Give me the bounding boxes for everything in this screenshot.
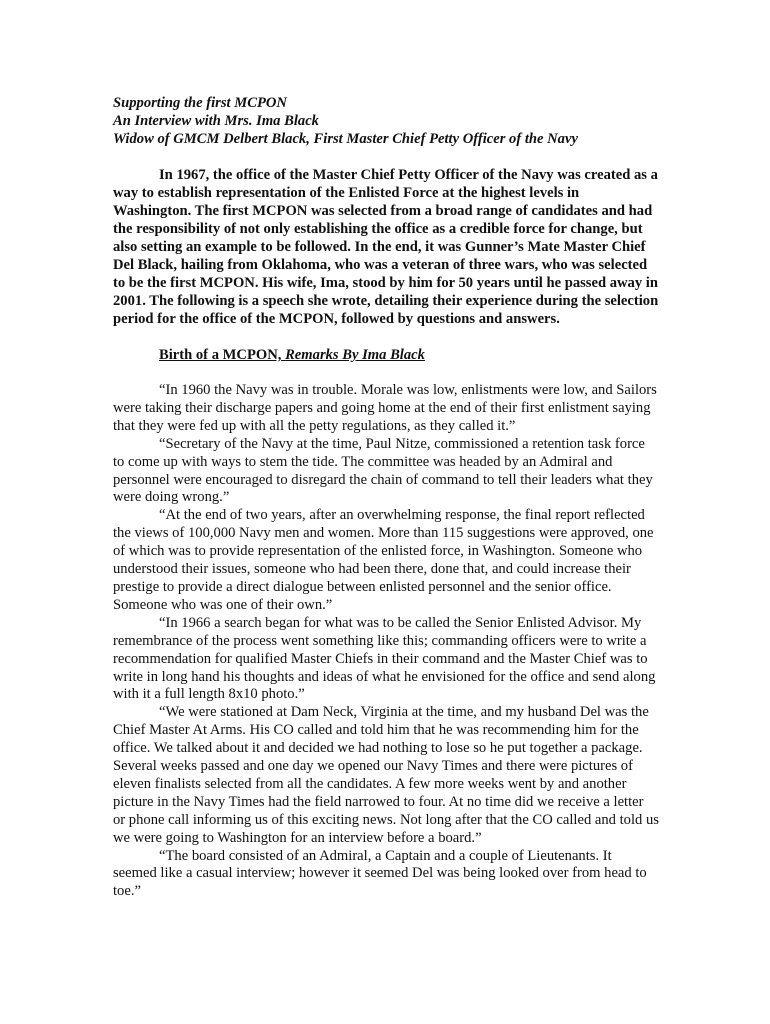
section-byline: Remarks By Ima Black — [285, 347, 425, 363]
speech-paragraph-5: “We were stationed at Dam Neck, Virginia at the time, and my husband Del was the Chief Master At Arms. His CO called and told him that he was recommending him for the office. We talked about it and decided we had nothing to lose so he put together a package. Several weeks passed and one day we opened our Navy Times and there were pictures of eleven finalists selected from all the candidates. A few more weeks went by and another picture in the Navy Times had the field narrowed to four. At no time did we receive a letter or phone call informing us of this exciting news. Not long after that the CO called and told us we were going to Washington for an interview before a board.” — [113, 704, 659, 846]
document-header — [113, 94, 659, 148]
speech-paragraph-6: “The board consisted of an Admiral, a Captain and a couple of Lieutenants. It seemed like a casual interview; however it seemed Del was being looked over from head to toe.” — [113, 847, 647, 900]
section-title: Birth of a MCPON, — [159, 347, 282, 363]
speech-paragraph-2: “Secretary of the Navy at the time, Paul Nitze, commissioned a retention task force to come up with ways to stem the tide. The committee was headed by an Admiral and personnel were encouraged to disregard the chain of command to tell their leaders what they were doing wrong.” — [113, 435, 653, 506]
speech-paragraph-3: “At the end of two years, after an overwhelming response, the final report reflected the views of 100,000 Navy men and women. More than 115 suggestions were approved, one of which was to provide representation of the enlisted force, in Washington. Someone who understood their issues, someone who had been there, done that, and could increase their prestige to provide a direct dialogue between enlisted personnel and the senior office. Someone who was one of their own.” — [113, 507, 654, 613]
section-heading — [159, 346, 659, 364]
document-dedication: Widow of GMCM Delbert Black, First Master Chief Petty Officer of the Navy — [113, 131, 578, 147]
speech-body — [113, 382, 659, 901]
speech-paragraph-4: “In 1966 a search began for what was to be called the Senior Enlisted Advisor. My remembrance of the process went something like this; commanding officers were to write a recommendation for qualified Master Chiefs in their command and the Master Chief was to write in long hand his thoughts and ideas of what he envisioned for the office and send along with it a full length 8x10 photo.” — [113, 614, 656, 703]
speech-paragraph-1: “In 1960 the Navy was in trouble. Morale was low, enlistments were low, and Sailors were taking their discharge papers and going home at the end of their first enlistment saying that they were fed up with all the petty regulations, as they called it.” — [113, 382, 657, 434]
document-subtitle: An Interview with Mrs. Ima Black — [113, 113, 319, 129]
document-title: Supporting the first MCPON — [113, 95, 287, 111]
intro-paragraph: In 1967, the office of the Master Chief Petty Officer of the Navy was created as a way to establish representation of the Enlisted Force at the highest levels in Washington. The first MCPON was selected from a broad range of candidates and had the responsibility of not only establishing the office as a credible force for change, but also setting an example to be followed. In the end, it was Gunner’s Mate Master Chief Del Black, hailing from Oklahoma, who was a veteran of three wars, who was selected to be the first MCPON. His wife, Ima, stood by him for 50 years until he passed away in 2001. The following is a speech she wrote, detailing their experience during the selection period for the office of the MCPON, followed by questions and answers. — [113, 167, 659, 327]
document-content — [113, 94, 659, 901]
